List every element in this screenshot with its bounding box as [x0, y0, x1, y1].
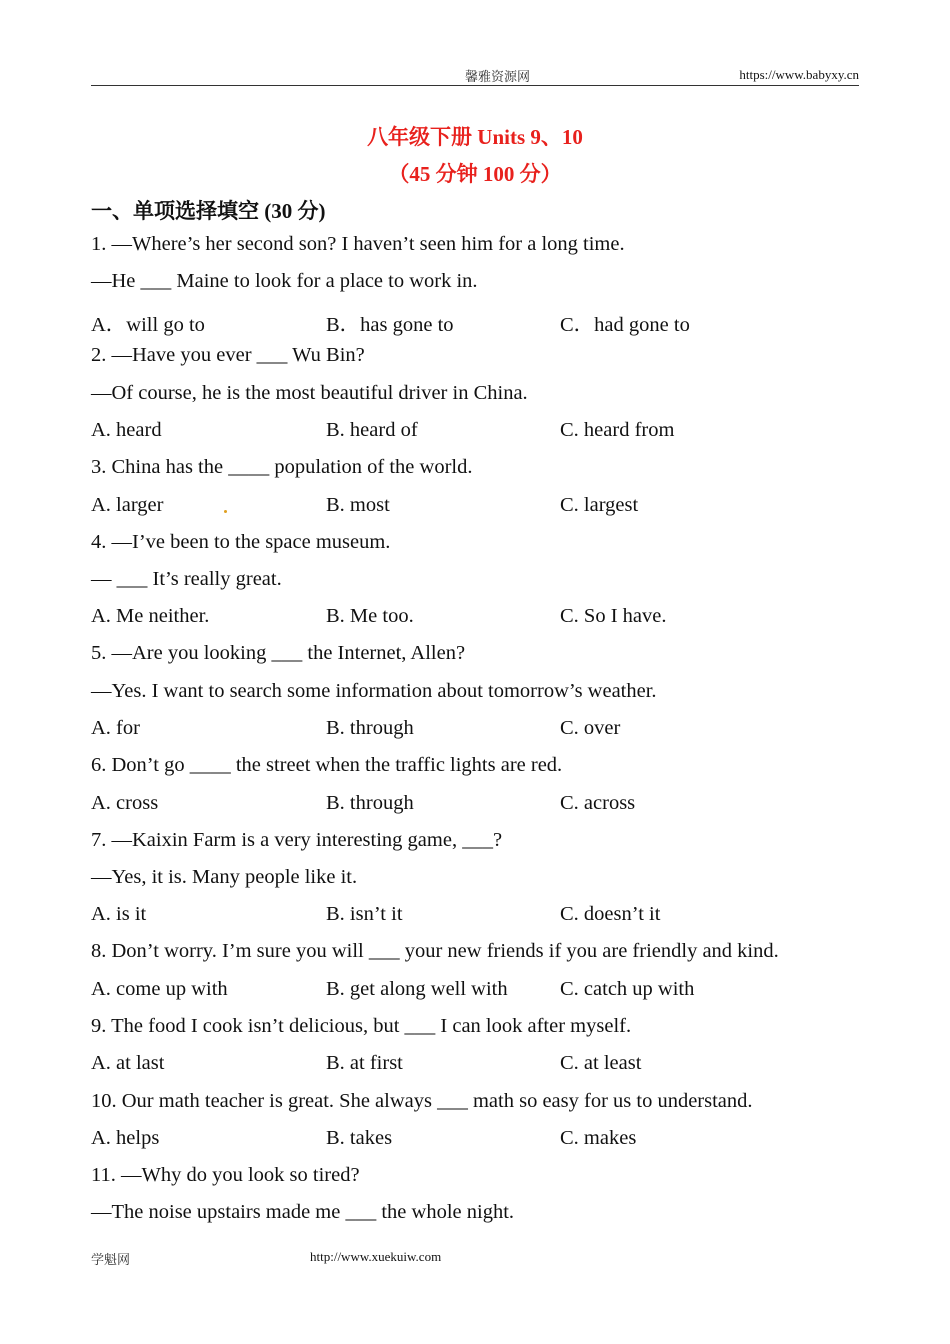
option-b[interactable]: B. isn’t it	[326, 903, 403, 925]
question-line: —He ___ Maine to look for a place to work in.	[91, 270, 478, 292]
decorative-dot	[224, 510, 227, 513]
option-a[interactable]: A. come up with	[91, 978, 228, 1000]
question-line: 6. Don’t go ____ the street when the traffic lights are red.	[91, 754, 563, 776]
option-c[interactable]: C. catch up with	[560, 978, 695, 1000]
option-b[interactable]: B. at first	[326, 1052, 403, 1074]
option-b[interactable]: B. Me too.	[326, 605, 414, 627]
header-site-name: 馨雅资源网	[465, 69, 531, 84]
option-c[interactable]: C. over	[560, 717, 621, 739]
footer-site-name: 学魁网	[91, 1252, 131, 1267]
option-c[interactable]: C. across	[560, 792, 636, 814]
question-line: —Yes. I want to search some information about tomorrow’s weather.	[91, 680, 657, 702]
footer-url[interactable]: http://www.xuekuiw.com	[310, 1249, 442, 1264]
option-a[interactable]: A. is it	[91, 903, 147, 925]
page-title: 八年级下册 Units 9、10	[367, 125, 583, 149]
question-line: 4. —I’ve been to the space museum.	[91, 531, 391, 553]
question-line: 11. —Why do you look so tired?	[91, 1164, 360, 1186]
option-b[interactable]: B. most	[326, 494, 390, 516]
option-c[interactable]: C．had gone to	[560, 314, 690, 336]
option-b[interactable]: B．has gone to	[326, 314, 454, 336]
option-a[interactable]: A. for	[91, 717, 140, 739]
option-c[interactable]: C. doesn’t it	[560, 903, 661, 925]
question-line: 7. —Kaixin Farm is a very interesting game, ___?	[91, 829, 503, 851]
option-a[interactable]: A. at last	[91, 1052, 165, 1074]
option-b[interactable]: B. heard of	[326, 419, 418, 441]
option-b[interactable]: B. get along well with	[326, 978, 508, 1000]
question-line: 2. —Have you ever ___ Wu Bin?	[91, 344, 365, 366]
option-a[interactable]: A. Me neither.	[91, 605, 210, 627]
section-heading: 一、单项选择填空 (30 分)	[91, 199, 326, 223]
header-divider	[91, 85, 859, 86]
question-line: 1. —Where’s her second son? I haven’t seen him for a long time.	[91, 233, 625, 255]
question-line: 3. China has the ____ population of the world.	[91, 456, 473, 478]
option-c[interactable]: C. at least	[560, 1052, 642, 1074]
question-line: —Yes, it is. Many people like it.	[91, 866, 358, 888]
question-line: — ___ It’s really great.	[91, 568, 282, 590]
question-line: 10. Our math teacher is great. She always ___ math so easy for us to understand.	[91, 1090, 753, 1112]
option-b[interactable]: B. takes	[326, 1127, 393, 1149]
question-line: —The noise upstairs made me ___ the whole night.	[91, 1201, 515, 1223]
header-url[interactable]: https://www.babyxy.cn	[739, 67, 859, 82]
question-line: —Of course, he is the most beautiful driver in China.	[91, 382, 528, 404]
option-c[interactable]: C. largest	[560, 494, 639, 516]
option-c[interactable]: C. makes	[560, 1127, 637, 1149]
option-b[interactable]: B. through	[326, 792, 414, 814]
option-c[interactable]: C. So I have.	[560, 605, 667, 627]
page-subtitle: （45 分钟 100 分）	[388, 162, 562, 186]
option-a[interactable]: A. larger	[91, 494, 164, 516]
option-b[interactable]: B. through	[326, 717, 414, 739]
option-a[interactable]: A. heard	[91, 419, 162, 441]
question-line: 5. —Are you looking ___ the Internet, Allen?	[91, 642, 466, 664]
question-line: 8. Don’t worry. I’m sure you will ___ your new friends if you are friendly and kind.	[91, 940, 779, 962]
option-a[interactable]: A. cross	[91, 792, 159, 814]
option-a[interactable]: A．will go to	[91, 314, 205, 336]
option-c[interactable]: C. heard from	[560, 419, 675, 441]
question-line: 9. The food I cook isn’t delicious, but ___ I can look after myself.	[91, 1015, 632, 1037]
option-a[interactable]: A. helps	[91, 1127, 160, 1149]
